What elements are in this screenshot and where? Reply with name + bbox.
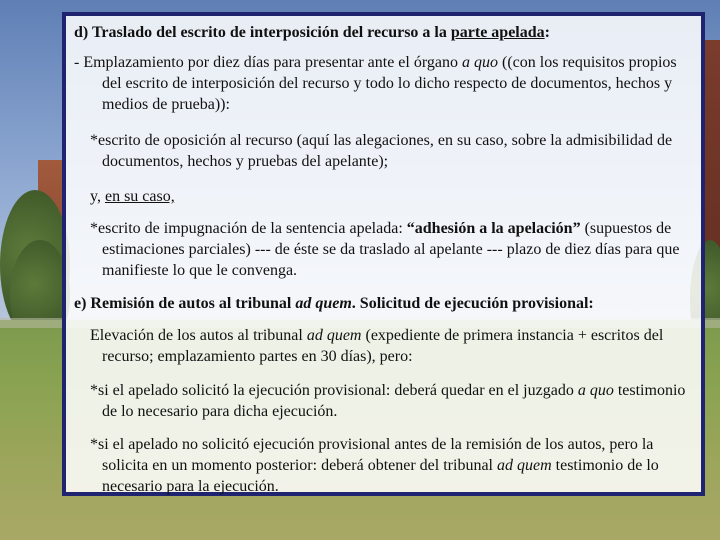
- oposicion-paragraph: [74, 130, 695, 172]
- paragraph-text: testimonio de lo necesario para la ejecución.: [102, 457, 659, 495]
- paragraph-italic: ad quem: [497, 457, 552, 474]
- paragraph-italic: a quo: [577, 382, 614, 399]
- heading-underlined: parte apelada: [450, 24, 545, 41]
- paragraph-text: *escrito de oposición al recurso (aquí las alegaciones, en su caso, sobre la admisibilidad de documentos, hechos y pruebas del apelante);: [90, 132, 673, 170]
- si-no-solicito-paragraph: [74, 434, 695, 497]
- heading-text: e) Remisión de autos al tribunal: [74, 295, 296, 312]
- paragraph-text: - Emplazamiento por diez días para presentar ante el órgano: [74, 54, 462, 71]
- paragraph-text: y,: [90, 188, 105, 205]
- paragraph-text: (expediente de primera instancia + escritos del recurso; emplazamiento partes en 30 días), pero:: [102, 327, 664, 365]
- emplazamiento-paragraph: [74, 52, 695, 115]
- y-en-su-caso-line: [74, 186, 695, 207]
- heading-italic: ad quem: [295, 295, 352, 312]
- section-d-heading: [74, 22, 695, 43]
- section-e-heading: [74, 293, 695, 314]
- si-solicito-paragraph: [74, 380, 695, 422]
- elevacion-paragraph: [74, 325, 695, 367]
- paragraph-bold: “adhesión a la apelación”: [406, 220, 581, 237]
- paragraph-text: testimonio de lo necesario para dicha ejecución.: [102, 382, 686, 420]
- paragraph-text: (supuestos de estimaciones parciales) --- de éste se da traslado al apelante --- plazo de diez días para que manifieste lo que le convenga.: [102, 220, 680, 279]
- paragraph-underlined: en su caso,: [104, 188, 175, 205]
- paragraph-text: Elevación de los autos al tribunal: [90, 327, 307, 344]
- impugnacion-paragraph: [74, 218, 695, 281]
- heading-text: d) Traslado del escrito de interposición del recurso a la: [74, 24, 451, 41]
- heading-suffix: :: [544, 24, 550, 41]
- heading-text: . Solicitud de ejecución provisional:: [351, 295, 594, 312]
- paragraph-text: *si el apelado no solicitó ejecución provisional antes de la remisión de los autos, pero la solicita en un momento posterior: deberá obtener del tribunal: [90, 436, 654, 474]
- paragraph-italic: ad quem: [306, 327, 362, 344]
- text-panel: [62, 12, 705, 496]
- paragraph-italic: a quo: [461, 54, 498, 71]
- paragraph-text: *si el apelado solicitó la ejecución provisional: deberá quedar en el juzgado: [90, 382, 578, 399]
- paragraph-text: *escrito de impugnación de la sentencia apelada:: [90, 220, 407, 237]
- paragraph-text: ((con los requisitos propios del escrito de interposición del recurso y todo lo dicho respecto de documentos, hechos y medios de prueba)):: [102, 54, 677, 113]
